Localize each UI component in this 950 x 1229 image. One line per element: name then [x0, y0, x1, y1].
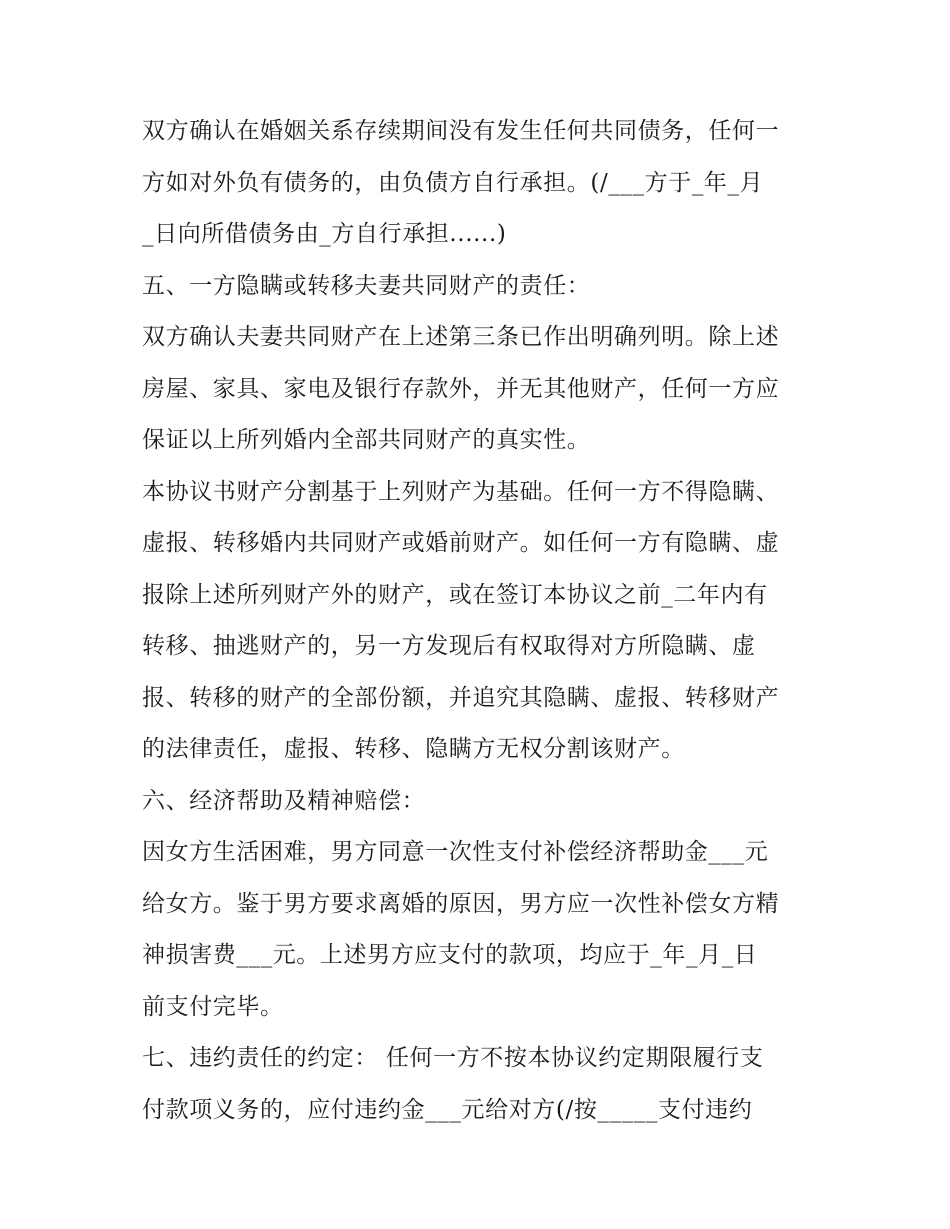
body-line: 的法律责任，虚报、转移、隐瞒方无权分割该财产。: [142, 736, 685, 762]
body-line: 给女方。鉴于男方要求离婚的原因，男方应一次性补偿女方精: [142, 890, 780, 917]
section-heading-7: 七、违约责任的约定： 任何一方不按本协议约定期限履行支: [142, 1045, 764, 1071]
document-body: [142, 106, 822, 1136]
body-line: 虚报、转移婚内共同财产或婚前财产。如任何一方有隐瞒、虚: [142, 530, 780, 556]
body-line: 报除上述所列财产外的财产，或在签订本协议之前_二年内有: [142, 581, 768, 608]
body-line: 付款项义务的，应付违约金___元给对方(/按_____支付违约: [142, 1096, 753, 1123]
body-line: 转移、抽逃财产的，另一方发现后有权取得对方所隐瞒、虚: [142, 633, 756, 659]
body-line: 双方确认夫妻共同财产在上述第三条已作出明确列明。除上述: [142, 324, 780, 350]
body-line: 房屋、家具、家电及银行存款外，并无其他财产，任何一方应: [142, 375, 780, 402]
section-heading-5: 五、一方隐瞒或转移夫妻共同财产的责任：: [142, 272, 591, 299]
body-line: 方如对外负有债务的，由负债方自行承担。(/___方于_年_月: [142, 169, 764, 196]
body-line: 因女方生活困难，男方同意一次性支付补偿经济帮助金___元: [142, 839, 769, 865]
body-line: _日向所借债务由_方自行承担......): [142, 221, 507, 247]
body-line: 前支付完毕。: [142, 993, 284, 1020]
section-heading-6: 六、经济帮助及精神赔偿：: [142, 787, 426, 814]
body-line: 保证以上所列婚内全部共同财产的真实性。: [142, 427, 591, 453]
body-line: 报、转移的财产的全部份额，并追究其隐瞒、虚报、转移财产: [142, 684, 780, 711]
body-line: 神损害费___元。上述男方应支付的款项，均应于_年_月_日: [142, 942, 758, 968]
body-line: 双方确认在婚姻关系存续期间没有发生任何共同债务，任何一: [142, 118, 780, 144]
body-line: 本协议书财产分割基于上列财产为基础。任何一方不得隐瞒、: [142, 478, 780, 505]
